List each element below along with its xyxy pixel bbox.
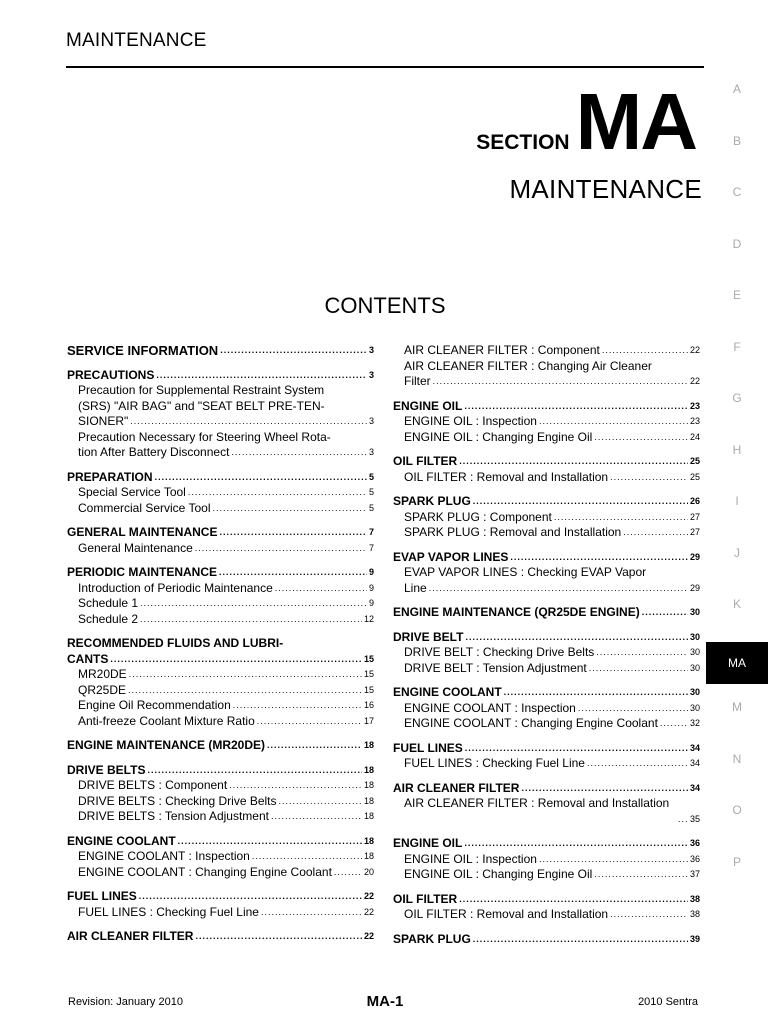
toc-entry-page: 34 bbox=[689, 758, 700, 768]
toc-section-entry[interactable] bbox=[393, 605, 700, 621]
dot-leader bbox=[510, 550, 688, 566]
toc-section-entry[interactable] bbox=[393, 781, 700, 797]
toc-entry-page: 5 bbox=[368, 487, 374, 497]
section-code: MA bbox=[575, 77, 696, 166]
dot-leader bbox=[678, 812, 688, 828]
toc-entry-title: Filter bbox=[404, 374, 431, 388]
toc-entry-page: 36 bbox=[689, 838, 700, 848]
dot-leader bbox=[220, 343, 367, 359]
toc-section-entry[interactable] bbox=[393, 454, 700, 470]
section-tab-m[interactable]: M bbox=[732, 700, 742, 714]
toc-entry-page: 18 bbox=[363, 780, 374, 790]
toc-entry[interactable] bbox=[67, 581, 374, 597]
toc-entry-title: DRIVE BELT : Tension Adjustment bbox=[404, 660, 587, 675]
toc-entry[interactable] bbox=[393, 430, 700, 446]
toc-entry-title: AIR CLEANER FILTER bbox=[393, 780, 520, 795]
toc-entry[interactable] bbox=[393, 414, 700, 430]
section-tab-o[interactable]: O bbox=[732, 803, 742, 817]
toc-entry-title: DRIVE BELT bbox=[393, 629, 464, 644]
toc-line: EVAP VAPOR LINES : Checking EVAP Vapor bbox=[404, 565, 647, 579]
toc-entry-page: 12 bbox=[363, 613, 374, 624]
dot-leader bbox=[130, 414, 367, 430]
toc-entry-page: 3 bbox=[368, 369, 374, 380]
toc-entry-title: ENGINE OIL : Changing Engine Oil bbox=[404, 867, 593, 881]
toc-section-entry[interactable] bbox=[393, 836, 700, 852]
toc-entry-title: ENGINE OIL : Inspection bbox=[404, 851, 537, 866]
toc-entry-page: 30 bbox=[689, 662, 700, 673]
toc-section-entry[interactable] bbox=[393, 399, 700, 415]
dot-leader bbox=[594, 867, 688, 883]
dot-leader bbox=[267, 738, 362, 754]
dot-leader bbox=[539, 414, 688, 430]
toc-entry[interactable] bbox=[393, 581, 700, 597]
toc-entry-page: 29 bbox=[689, 582, 700, 593]
toc-entry-title: Special Service Tool bbox=[78, 485, 186, 499]
toc-line: AIR CLEANER FILTER : Changing Air Cleaner bbox=[404, 358, 652, 373]
toc-entry-title: SIONER" bbox=[78, 414, 129, 428]
toc-entry[interactable] bbox=[393, 907, 700, 923]
toc-entry-title: MR20DE bbox=[78, 667, 127, 681]
toc-entry[interactable] bbox=[67, 612, 374, 628]
toc-entry-page: 3 bbox=[368, 345, 374, 355]
toc-entry-title: DRIVE BELT : Checking Drive Belts bbox=[404, 645, 595, 659]
toc-entry-title: SPARK PLUG bbox=[393, 931, 471, 946]
toc-entry-title: DRIVE BELTS : Component bbox=[78, 778, 228, 792]
dot-leader bbox=[504, 685, 688, 701]
toc-section-entry[interactable] bbox=[393, 685, 700, 701]
footer-revision: Revision: January 2010 bbox=[68, 996, 183, 1008]
toc-entry-page: 5 bbox=[368, 502, 374, 513]
dot-leader bbox=[271, 809, 362, 825]
dot-leader bbox=[464, 399, 688, 415]
dot-leader bbox=[219, 525, 367, 541]
toc-section-entry[interactable] bbox=[393, 494, 700, 510]
toc-entry-title: FUEL LINES : Checking Fuel Line bbox=[404, 756, 585, 770]
toc-entry-title: CANTS bbox=[67, 651, 109, 666]
toc-entry-title: OIL FILTER : Removal and Installation bbox=[404, 469, 609, 484]
dot-leader bbox=[521, 781, 688, 797]
toc-entry[interactable] bbox=[393, 374, 700, 390]
toc-entry-page: 18 bbox=[363, 740, 374, 750]
toc-entry-page: 15 bbox=[363, 653, 374, 664]
toc-line: AIR CLEANER FILTER : Removal and Installation bbox=[404, 796, 670, 810]
toc-entry-page: 34 bbox=[689, 782, 700, 793]
toc-entry-title: FUEL LINES bbox=[67, 889, 137, 903]
toc-entry-title: AIR CLEANER FILTER bbox=[67, 929, 194, 943]
toc-section-entry[interactable] bbox=[67, 470, 374, 486]
section-tab-ma[interactable]: MA bbox=[706, 642, 768, 684]
section-tab-e[interactable]: E bbox=[732, 288, 741, 302]
toc-section-entry[interactable] bbox=[67, 763, 374, 779]
footer-model: 2010 Sentra bbox=[638, 996, 698, 1008]
dot-leader bbox=[252, 849, 362, 865]
toc-entry-title: DRIVE BELTS : Checking Drive Belts bbox=[78, 793, 277, 808]
toc-entry[interactable] bbox=[67, 849, 374, 865]
toc-entry[interactable] bbox=[67, 683, 374, 699]
toc-entry-page: 3 bbox=[368, 416, 374, 426]
toc-entry-page: 22 bbox=[363, 906, 374, 917]
toc-entry-title: QR25DE bbox=[78, 682, 127, 697]
section-heading bbox=[476, 77, 696, 166]
toc-entry-page: 18 bbox=[363, 835, 374, 846]
toc-entry-title: OIL FILTER : Removal and Installation bbox=[404, 907, 609, 921]
toc-entry-title: FUEL LINES bbox=[393, 740, 463, 755]
toc-entry-title: SERVICE INFORMATION bbox=[67, 343, 219, 358]
toc-entry-title: SPARK PLUG bbox=[393, 494, 471, 508]
dot-leader bbox=[589, 661, 688, 677]
toc-entry[interactable] bbox=[67, 714, 374, 730]
toc-entry[interactable] bbox=[393, 701, 700, 717]
dot-leader bbox=[596, 645, 688, 661]
dot-leader bbox=[473, 932, 688, 948]
dot-leader bbox=[623, 525, 688, 541]
toc-entry-page: 30 bbox=[689, 647, 700, 657]
toc-entry-title: ENGINE OIL : Inspection bbox=[404, 414, 537, 428]
toc-entry-page: 5 bbox=[368, 471, 374, 482]
toc-entry-page: 15 bbox=[363, 669, 374, 679]
toc-entry[interactable] bbox=[67, 501, 374, 517]
toc-entry-page: 18 bbox=[363, 764, 374, 775]
toc-section-entry[interactable] bbox=[67, 652, 374, 668]
toc-entry-title: ENGINE COOLANT bbox=[67, 833, 176, 848]
dot-leader bbox=[465, 741, 688, 757]
dot-leader bbox=[660, 716, 688, 732]
toc-entry-title: ENGINE COOLANT : Changing Engine Coolant bbox=[404, 716, 658, 730]
toc-entry-title: DRIVE BELTS bbox=[67, 762, 146, 777]
toc-entry[interactable] bbox=[67, 905, 374, 921]
dot-leader bbox=[219, 565, 367, 581]
toc-entry[interactable] bbox=[67, 541, 374, 557]
toc-right-column bbox=[393, 343, 700, 947]
toc-entry-title: Schedule 2 bbox=[78, 611, 139, 626]
toc-entry-page: 23 bbox=[689, 400, 700, 411]
toc-section-entry[interactable] bbox=[67, 565, 374, 581]
toc-entry-page: 27 bbox=[689, 527, 700, 537]
section-tab-k[interactable]: K bbox=[732, 597, 741, 611]
toc-entry[interactable] bbox=[393, 470, 700, 486]
toc-entry-page: 9 bbox=[368, 598, 374, 608]
toc-entry-page: 38 bbox=[689, 893, 700, 904]
dot-leader bbox=[433, 374, 688, 390]
dot-leader bbox=[334, 865, 362, 881]
toc-line: Precaution for Supplemental Restraint System bbox=[78, 383, 325, 397]
toc-entry-page: 22 bbox=[689, 345, 700, 355]
dot-leader bbox=[602, 343, 688, 359]
toc-entry-page: 18 bbox=[363, 811, 374, 821]
toc-section-entry[interactable] bbox=[67, 834, 374, 850]
section-tab-d[interactable]: D bbox=[732, 236, 742, 251]
toc-entry-title: Introduction of Periodic Maintenance bbox=[78, 580, 273, 595]
toc-entry-title: EVAP VAPOR LINES bbox=[393, 549, 509, 564]
toc-entry-page: 35 bbox=[689, 813, 700, 824]
toc-entry-title: Anti-freeze Coolant Mixture Ratio bbox=[78, 713, 255, 728]
toc-entry-page: 22 bbox=[689, 376, 700, 386]
dot-leader bbox=[275, 581, 367, 597]
toc-section-entry[interactable] bbox=[393, 892, 700, 908]
dot-leader bbox=[642, 605, 688, 621]
toc-section-entry[interactable] bbox=[67, 343, 374, 359]
toc-section-entry[interactable] bbox=[393, 630, 700, 646]
toc-entry-title: ENGINE OIL bbox=[393, 398, 463, 413]
toc-entry[interactable] bbox=[67, 414, 374, 430]
toc-entry[interactable] bbox=[67, 809, 374, 825]
toc-entry-page: 30 bbox=[689, 631, 700, 642]
section-tab-j[interactable]: J bbox=[734, 545, 740, 560]
section-tab-g[interactable]: G bbox=[732, 391, 742, 405]
toc-line: RECOMMENDED FLUIDS AND LUBRI- bbox=[67, 636, 284, 650]
toc-entry-page: 18 bbox=[363, 851, 374, 861]
toc-section-entry[interactable] bbox=[67, 889, 374, 905]
header-rule bbox=[66, 66, 704, 68]
toc-entry-title: SPARK PLUG : Removal and Installation bbox=[404, 525, 622, 539]
toc-entry[interactable] bbox=[67, 865, 374, 881]
page-header-title: MAINTENANCE bbox=[66, 30, 207, 51]
toc-entry[interactable] bbox=[67, 778, 374, 794]
toc-entry-page: 30 bbox=[689, 607, 700, 617]
toc-entry-title: PREPARATION bbox=[67, 469, 153, 484]
toc-entry[interactable] bbox=[393, 510, 700, 526]
toc-entry[interactable] bbox=[67, 485, 374, 501]
toc-entry-page: 30 bbox=[689, 687, 700, 697]
section-tab-h[interactable]: H bbox=[732, 442, 742, 457]
toc-entry[interactable] bbox=[393, 525, 700, 541]
section-word: SECTION bbox=[476, 131, 570, 154]
dot-leader bbox=[231, 445, 367, 461]
toc-entry-title: PERIODIC MAINTENANCE bbox=[67, 565, 218, 579]
toc-left-column bbox=[67, 343, 374, 945]
toc-section-entry[interactable] bbox=[393, 550, 700, 566]
dot-leader bbox=[554, 510, 688, 526]
dot-leader bbox=[195, 929, 362, 945]
dot-leader bbox=[465, 630, 688, 646]
dot-leader bbox=[464, 836, 688, 852]
toc-entry-title: ENGINE COOLANT : Changing Engine Coolant bbox=[78, 864, 332, 879]
toc-entry-title: ENGINE MAINTENANCE (MR20DE) bbox=[67, 738, 266, 752]
dot-leader bbox=[188, 485, 367, 501]
toc-entry-title: ENGINE OIL : Changing Engine Oil bbox=[404, 429, 593, 444]
toc-entry-page: 32 bbox=[689, 718, 700, 728]
dot-leader bbox=[429, 581, 688, 597]
toc-entry-page: 15 bbox=[363, 684, 374, 695]
section-tab-f[interactable]: F bbox=[733, 339, 741, 354]
toc-section-entry[interactable] bbox=[393, 932, 700, 948]
dot-leader bbox=[587, 756, 688, 772]
section-tab-n[interactable]: N bbox=[732, 751, 742, 766]
dot-leader bbox=[261, 905, 362, 921]
toc-entry-title: ENGINE OIL bbox=[393, 836, 463, 850]
dot-leader bbox=[128, 683, 362, 699]
toc-line: Precaution Necessary for Steering Wheel Rota- bbox=[78, 429, 331, 444]
toc-entry[interactable] bbox=[393, 716, 700, 732]
toc-entry[interactable] bbox=[393, 343, 700, 359]
dot-leader bbox=[279, 794, 362, 810]
toc-entry[interactable] bbox=[393, 661, 700, 677]
toc-entry-title: Schedule 1 bbox=[78, 596, 139, 610]
toc-entry[interactable] bbox=[393, 852, 700, 868]
toc-section-entry[interactable] bbox=[67, 738, 374, 754]
dot-leader bbox=[147, 763, 362, 779]
toc-entry-title: FUEL LINES : Checking Fuel Line bbox=[78, 904, 259, 919]
toc-entry[interactable] bbox=[67, 698, 374, 714]
contents-title: CONTENTS bbox=[324, 293, 446, 318]
toc-entry-page: 7 bbox=[368, 542, 374, 553]
section-tab-b[interactable]: B bbox=[732, 133, 741, 148]
toc-entry-page: 18 bbox=[363, 795, 374, 806]
toc-entry-title: OIL FILTER bbox=[393, 891, 458, 906]
dot-leader bbox=[257, 714, 362, 730]
dot-leader bbox=[459, 892, 688, 908]
toc-section-entry[interactable] bbox=[393, 741, 700, 757]
toc-entry-page: 34 bbox=[689, 742, 700, 753]
toc-line: (SRS) "AIR BAG" and "SEAT BELT PRE-TEN- bbox=[78, 398, 325, 413]
dot-leader bbox=[233, 698, 362, 714]
dot-leader bbox=[473, 494, 688, 510]
toc-entry-page: 39 bbox=[689, 933, 700, 944]
dot-leader bbox=[139, 889, 362, 905]
dot-leader bbox=[578, 701, 688, 717]
toc-entry[interactable] bbox=[67, 596, 374, 612]
toc-entry-title: ENGINE COOLANT : Inspection bbox=[404, 700, 576, 715]
dot-leader bbox=[213, 501, 367, 517]
toc-entry-title: ENGINE COOLANT bbox=[393, 685, 502, 699]
toc-entry-title: Engine Oil Recommendation bbox=[78, 698, 231, 712]
toc-entry-title: General Maintenance bbox=[78, 540, 193, 555]
dot-leader bbox=[610, 907, 688, 923]
toc-entry-title: DRIVE BELTS : Tension Adjustment bbox=[78, 809, 269, 823]
toc-section-entry[interactable] bbox=[67, 368, 374, 384]
toc-entry-page: 9 bbox=[368, 582, 374, 593]
toc-entry-page: 26 bbox=[689, 496, 700, 506]
toc-entry[interactable] bbox=[67, 794, 374, 810]
toc-entry-title: tion After Battery Disconnect bbox=[78, 445, 230, 459]
toc-entry-page: 30 bbox=[689, 702, 700, 713]
section-title: MAINTENANCE bbox=[509, 174, 702, 204]
toc-section-entry[interactable] bbox=[67, 525, 374, 541]
toc-entry-page: 25 bbox=[689, 471, 700, 482]
dot-leader bbox=[195, 541, 367, 557]
dot-leader bbox=[459, 454, 688, 470]
toc-section-entry[interactable] bbox=[393, 812, 700, 828]
toc-entry-page: 16 bbox=[363, 700, 374, 710]
dot-leader bbox=[156, 368, 367, 384]
toc-entry-page: 22 bbox=[363, 891, 374, 901]
toc-entry-page: 3 bbox=[368, 447, 374, 457]
toc-entry-page: 24 bbox=[689, 431, 700, 442]
toc-entry-title: GENERAL MAINTENANCE bbox=[67, 525, 218, 539]
dot-leader bbox=[610, 470, 688, 486]
toc-entry-page: 23 bbox=[689, 416, 700, 426]
section-tab-c[interactable]: C bbox=[732, 185, 742, 199]
toc-entry-page: 29 bbox=[689, 551, 700, 562]
dot-leader bbox=[178, 834, 362, 850]
toc-entry-page: 27 bbox=[689, 511, 700, 522]
toc-entry[interactable] bbox=[393, 756, 700, 772]
dot-leader bbox=[140, 612, 362, 628]
toc-section-entry[interactable] bbox=[67, 929, 374, 945]
section-tab-p[interactable]: P bbox=[732, 854, 741, 869]
toc-entry-page: 9 bbox=[368, 567, 374, 577]
toc-entry-page: 22 bbox=[363, 931, 374, 941]
section-tab-i[interactable]: I bbox=[735, 494, 739, 508]
toc-entry-title: OIL FILTER bbox=[393, 454, 458, 468]
dot-leader bbox=[155, 470, 367, 486]
toc-entry-title: ENGINE MAINTENANCE (QR25DE ENGINE) bbox=[393, 605, 640, 619]
toc-entry-page: 37 bbox=[689, 869, 700, 879]
toc-entry[interactable] bbox=[67, 667, 374, 683]
dot-leader bbox=[110, 652, 362, 668]
dot-leader bbox=[140, 596, 367, 612]
toc-entry-title: AIR CLEANER FILTER : Component bbox=[404, 343, 600, 357]
toc-entry-title: PRECAUTIONS bbox=[67, 367, 155, 382]
dot-leader bbox=[229, 778, 362, 794]
section-tab-a[interactable]: A bbox=[732, 82, 741, 96]
footer-page-number: MA-1 bbox=[366, 993, 404, 1010]
dot-leader bbox=[594, 430, 688, 446]
toc-entry[interactable] bbox=[393, 645, 700, 661]
toc-entry-page: 20 bbox=[363, 866, 374, 877]
dot-leader bbox=[129, 667, 362, 683]
toc-entry[interactable] bbox=[67, 445, 374, 461]
toc-entry-page: 38 bbox=[689, 909, 700, 919]
toc-entry-page: 36 bbox=[689, 853, 700, 864]
toc-entry[interactable] bbox=[393, 867, 700, 883]
toc-entry-page: 17 bbox=[363, 715, 374, 726]
toc-entry-page: 7 bbox=[368, 527, 374, 537]
toc-entry-title: Commercial Service Tool bbox=[78, 500, 211, 515]
toc-entry-title: Line bbox=[404, 580, 427, 595]
toc-entry-title: ENGINE COOLANT : Inspection bbox=[78, 849, 250, 863]
dot-leader bbox=[539, 852, 688, 868]
toc-entry-page: 25 bbox=[689, 456, 700, 466]
toc-entry-title: SPARK PLUG : Component bbox=[404, 509, 552, 524]
